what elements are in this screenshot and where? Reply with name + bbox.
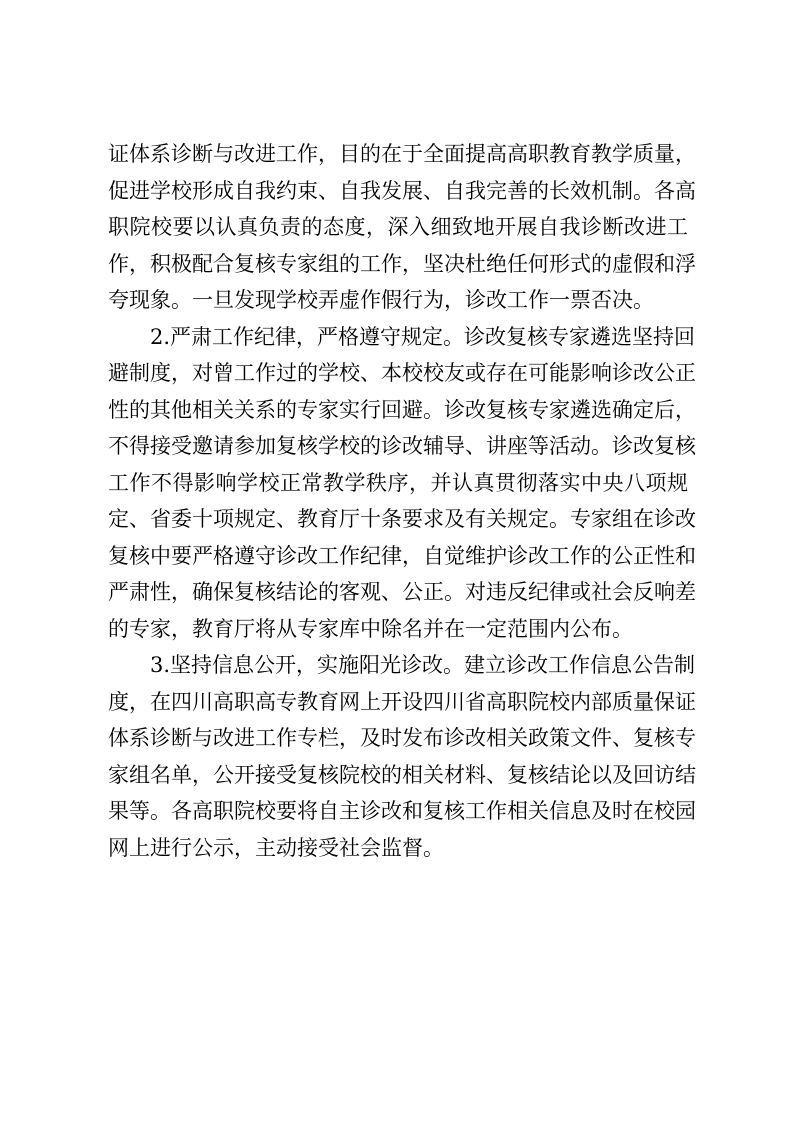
text-line: 2.严肃工作纪律，严格遵守规定。诊改复核专家遴选坚持回: [150, 324, 696, 349]
text-line: 严肃性，确保复核结论的客观、公正。对违反纪律或社会反响差: [108, 580, 696, 604]
text-line: 的专家，教育厅将从专家库中除名并在一定范围内公布。: [108, 616, 633, 641]
text-line: 职院校要以认真负责的态度，深入细致地开展自我诊断改进工: [108, 215, 688, 239]
paragraph-3: [108, 647, 696, 866]
text-line: 家组名单，公开接受复核院校的相关材料、复核结论以及回访结: [108, 762, 696, 787]
text-line: 作，积极配合复核专家组的工作，坚决杜绝任何形式的虚假和浮: [108, 251, 696, 276]
text-line: 定、省委十项规定、教育厅十条要求及有关规定。专家组在诊改: [108, 507, 696, 531]
paragraph-1: [108, 136, 696, 319]
text-line: 复核中要严格遵守诊改工作纪律，自觉维护诊改工作的公正性和: [108, 543, 696, 568]
text-line: 工作不得影响学校正常教学秩序，并认真贯彻落实中央八项规: [108, 470, 688, 495]
text-line: 网上进行公示，主动接受社会监督。: [108, 835, 444, 860]
text-line: 果等。各高职院校要将自主诊改和复核工作相关信息及时在校园: [108, 799, 696, 823]
paragraph-2: [108, 319, 696, 648]
text-line: 夸现象。一旦发现学校弄虚作假行为，诊改工作一票否决。: [108, 288, 654, 312]
text-line: 3.坚持信息公开，实施阳光诊改。建立诊改工作信息公告制: [150, 653, 696, 677]
text-line: 度，在四川高职高专教育网上开设四川省高职院校内部质量保证: [108, 689, 696, 714]
text-line: 性的其他相关关系的专家实行回避。诊改复核专家遴选确定后，: [108, 397, 696, 422]
text-line: 证体系诊断与改进工作，目的在于全面提高高职教育教学质量，: [108, 142, 696, 166]
text-line: 体系诊断与改进工作专栏，及时发布诊改相关政策文件、复核专: [108, 726, 696, 750]
text-line: 避制度，对曾工作过的学校、本校校友或存在可能影响诊改公正: [108, 361, 696, 385]
document-page: [108, 136, 696, 866]
text-line: 促进学校形成自我约束、自我发展、自我完善的长效机制。各高: [108, 178, 696, 203]
text-line: 不得接受邀请参加复核学校的诊改辅导、讲座等活动。诊改复核: [108, 434, 696, 458]
